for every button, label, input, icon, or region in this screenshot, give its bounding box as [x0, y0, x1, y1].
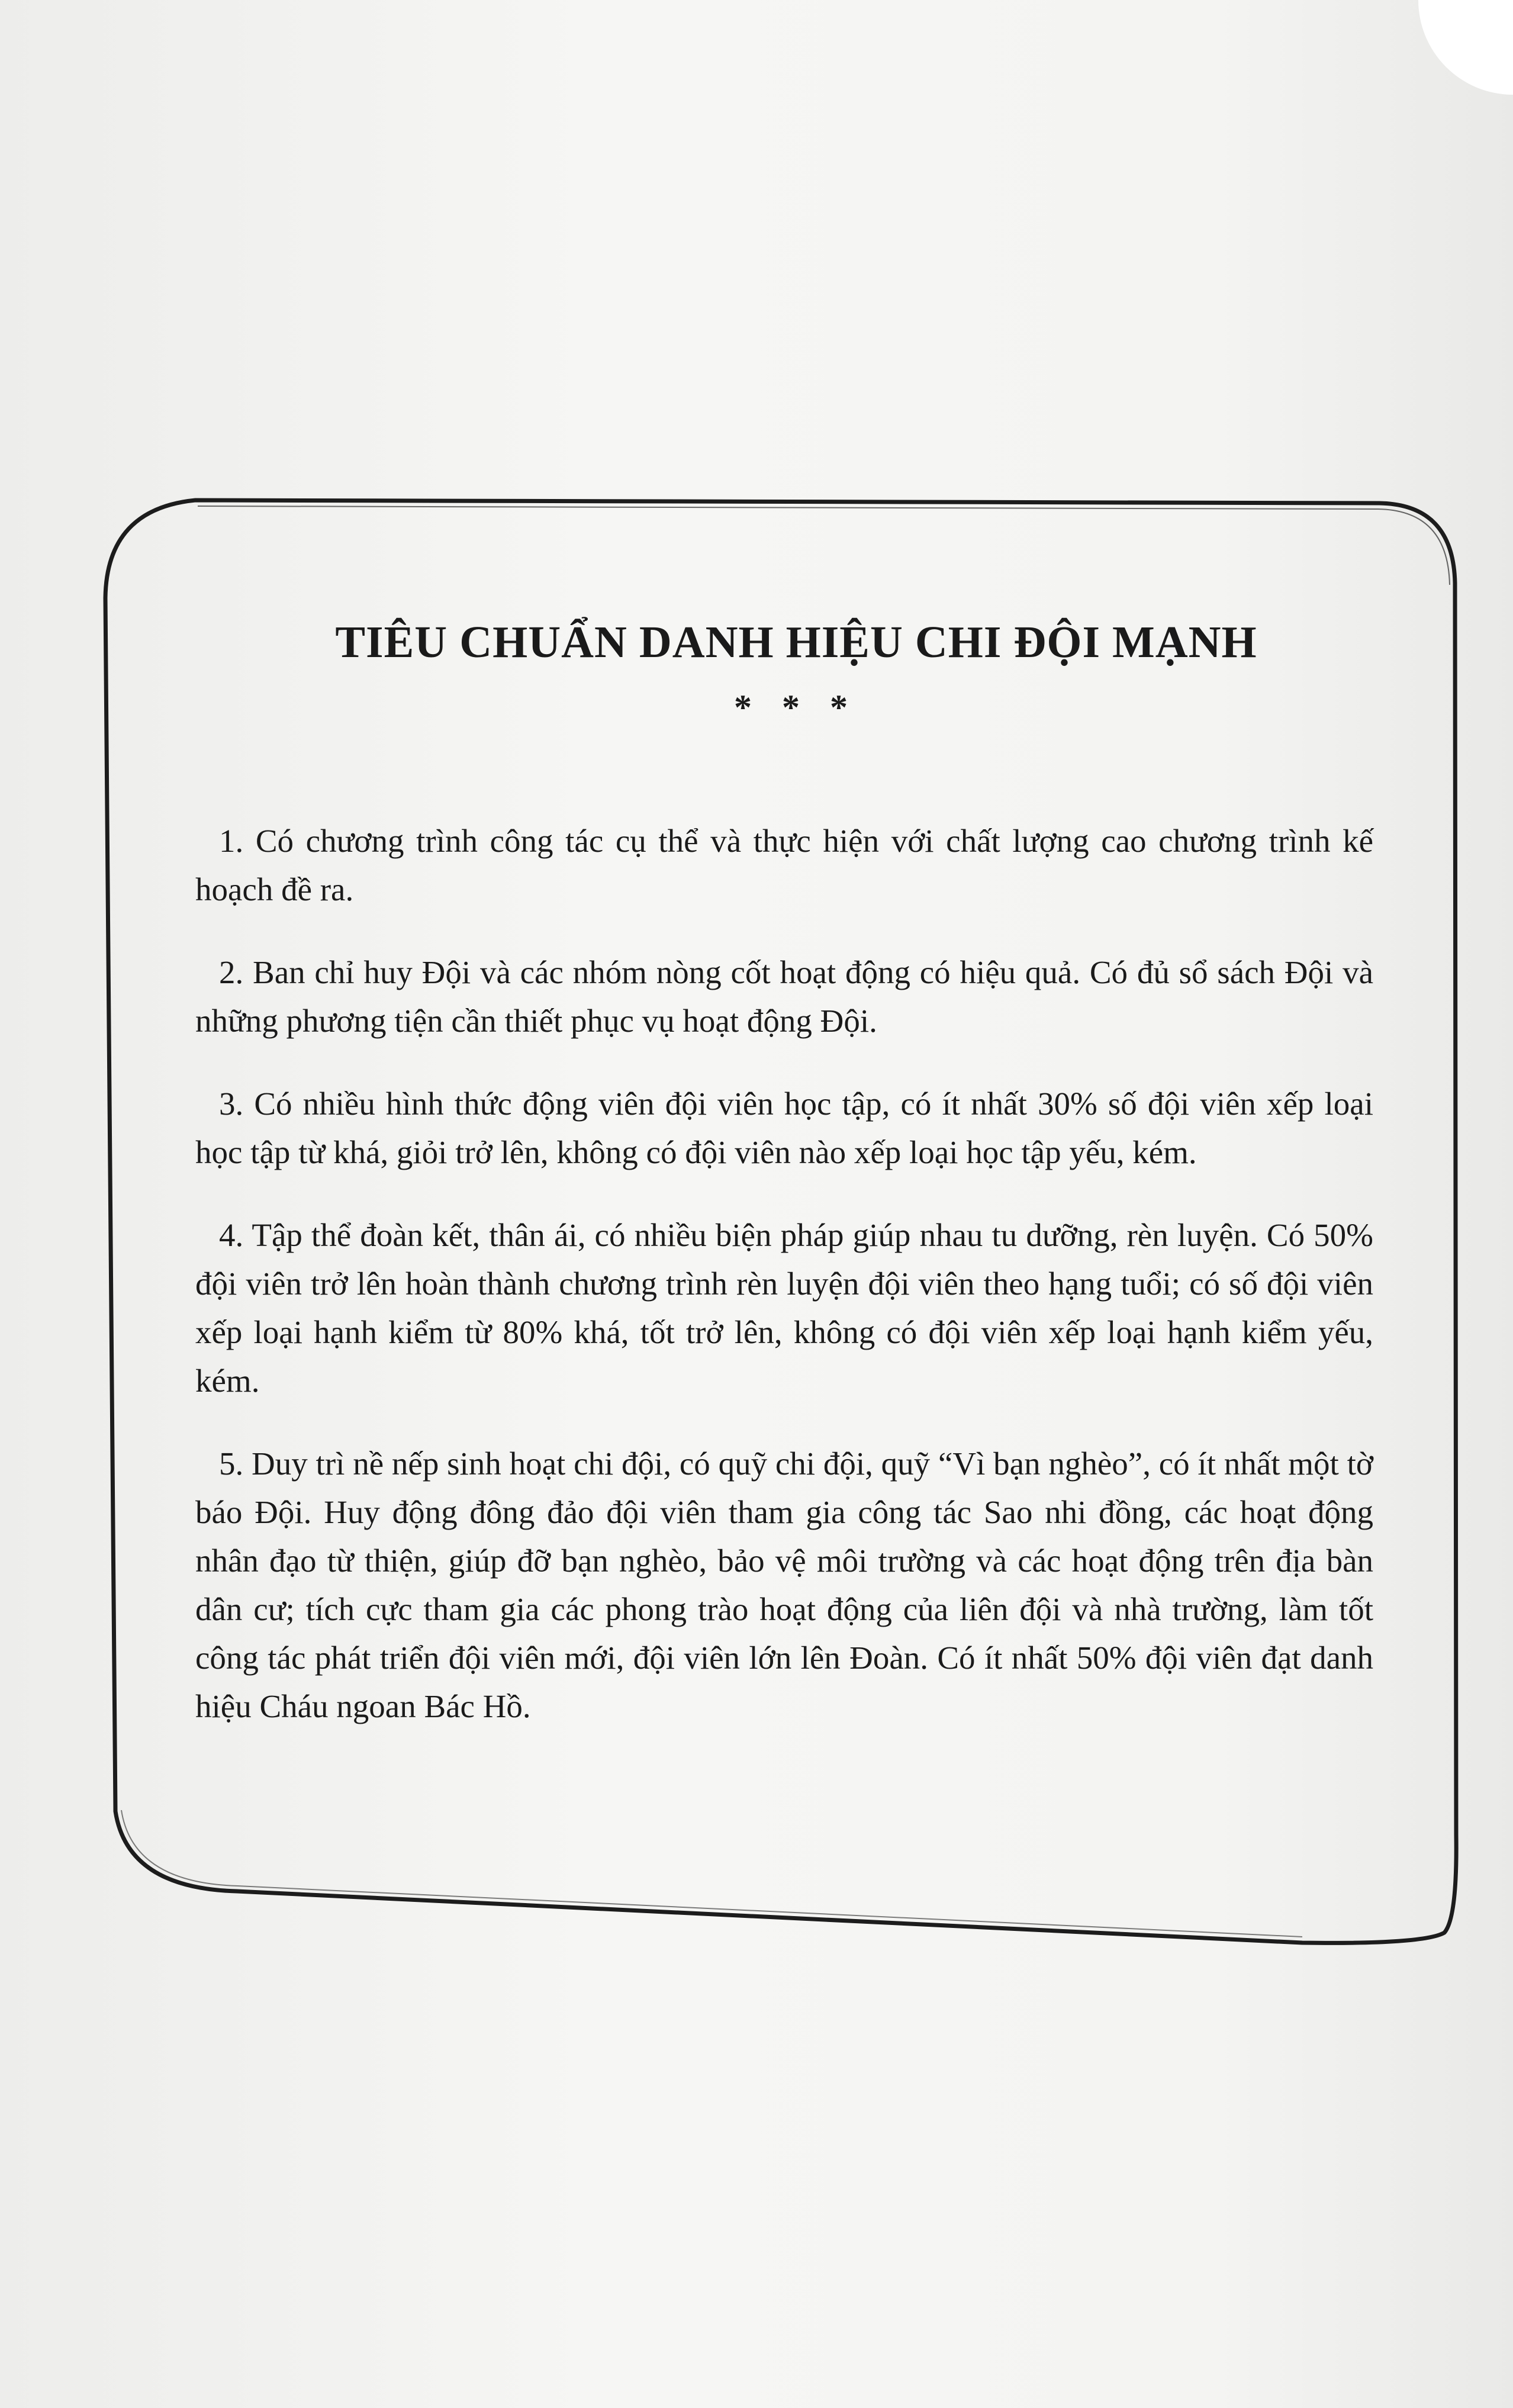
- criteria-list: [195, 817, 1373, 1731]
- title-separator: * * *: [734, 688, 858, 727]
- criterion-1: 1. Có chương trình công tác cụ thể và thực hiện với chất lượng cao chương trình kế hoạch đề ra.: [195, 823, 1373, 908]
- document-title: TIÊU CHUẨN DANH HIỆU CHI ĐỘI MẠNH: [335, 617, 1257, 667]
- criterion-2: 2. Ban chỉ huy Đội và các nhóm nòng cốt hoạt động có hiệu quả. Có đủ sổ sách Đội và những phương tiện cần thiết phục vụ hoạt động Đội.: [195, 954, 1373, 1039]
- criterion-5: 5. Duy trì nề nếp sinh hoạt chi đội, có quỹ chi đội, quỹ “Vì bạn nghèo”, có ít nhất một tờ báo Đội. Huy động đông đảo đội viên tham gia công tác Sao nhi đồng, các hoạt động nhân đạo từ thiện, giúp đỡ bạn nghèo, bảo vệ môi trường và các hoạt động trên địa bàn dân cư; tích cực tham gia các phong trào hoạt động của liên đội và nhà trường, làm tốt công tác phát triển đội viên mới, đội viên lớn lên Đoàn. Có ít nhất 50% đội viên đạt danh hiệu Cháu ngoan Bác Hồ.: [195, 1446, 1373, 1725]
- document-body: [195, 616, 1373, 1765]
- criterion-3: 3. Có nhiều hình thức động viên đội viên học tập, có ít nhất 30% số đội viên xếp loại học tập từ khá, giỏi trở lên, không có đội viên nào xếp loại học tập yếu, kém.: [195, 1086, 1373, 1171]
- criterion-4: 4. Tập thể đoàn kết, thân ái, có nhiều biện pháp giúp nhau tu dưỡng, rèn luyện. Có 50% đội viên trở lên hoàn thành chương trình rèn luyện đội viên theo hạng tuổi; có số đội viên xếp loại hạnh kiểm từ 80% khá, tốt trở lên, không có đội viên xếp loại hạnh kiểm yếu, kém.: [195, 1217, 1373, 1399]
